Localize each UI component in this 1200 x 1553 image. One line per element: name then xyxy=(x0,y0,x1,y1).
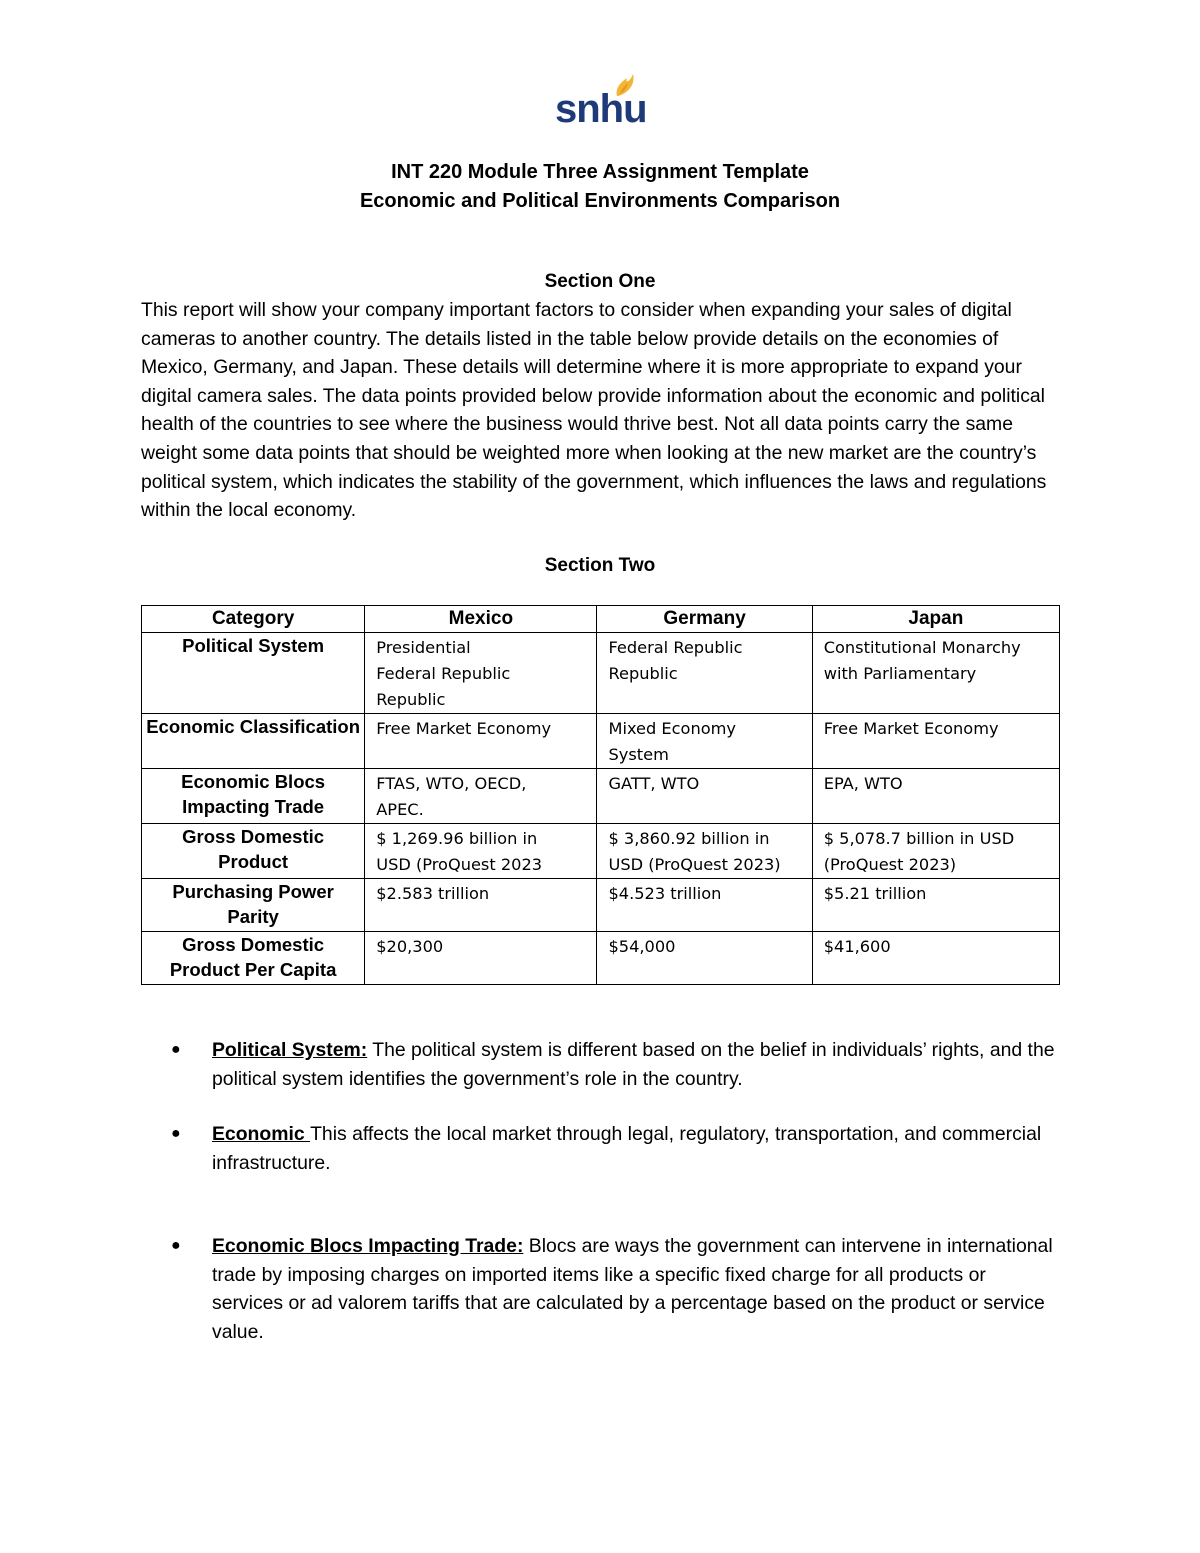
cell-line: $ 1,269.96 billion in xyxy=(376,829,538,848)
section-one-heading: Section One xyxy=(544,271,656,292)
table-row xyxy=(142,633,1060,714)
section-one-body: This report will show your company important factors to consider when expanding your sales of digital cameras to another country. The details listed in the table below provide details on the economies of Mexico, Germany, and Japan. These details will determine where it is more appropriate to expand your digital camera sales. The data points provided below provide information about the economic and political health of the countries to see where the business would thrive best. Not all data points carry the same weight some data points that should be weighted more when looking at the new market are the country’s political system, which indicates the stability of the government, which influences the laws and regulations within the local economy. xyxy=(141,299,1047,522)
cell-line: Free Market Economy xyxy=(376,719,552,738)
definition-description: The political system is different based on the belief in individuals’ rights, and the political system identifies the government’s role in the country. xyxy=(212,1039,1055,1090)
cell-line: with Parliamentary xyxy=(823,664,977,683)
snhu-logo xyxy=(555,72,647,134)
cell-line: $54,000 xyxy=(608,937,676,956)
cell-line: $4.523 trillion xyxy=(608,884,722,903)
definition-text xyxy=(212,1232,1062,1346)
cell-line: $41,600 xyxy=(823,937,891,956)
cell-line: System xyxy=(608,745,669,764)
table-row xyxy=(142,879,1060,932)
definition-description: Blocs are ways the government can intervene in international trade by imposing charges on imported items like a specific fixed charge for all products or services or ad valorem tariffs that are calculated by a percentage based on the product or service value. xyxy=(212,1235,1053,1343)
cell-line: Republic xyxy=(608,664,678,683)
cell-mexico xyxy=(365,824,597,879)
definition-term: Political System: xyxy=(212,1039,368,1061)
cell-mexico xyxy=(365,932,597,985)
row-category: Economic Classification xyxy=(142,714,365,769)
cell-line: $2.583 trillion xyxy=(376,884,490,903)
table-row xyxy=(142,932,1060,985)
cell-japan xyxy=(812,932,1059,985)
title-line-2: Economic and Political Environments Comparison xyxy=(359,190,841,212)
row-category: Purchasing Power Parity xyxy=(142,879,365,932)
header-category: Category xyxy=(142,606,365,633)
cell-japan xyxy=(812,769,1059,824)
title-line-1: INT 220 Module Three Assignment Template xyxy=(391,161,809,183)
cell-line: EPA, WTO xyxy=(823,774,903,793)
cell-line: Federal Republic xyxy=(608,638,743,657)
cell-line: USD (ProQuest 2023 xyxy=(376,855,543,874)
row-category: Economic Blocs Impacting Trade xyxy=(142,769,365,824)
cell-line: APEC. xyxy=(376,800,424,819)
cell-line: Federal Republic xyxy=(376,664,511,683)
comparison-table xyxy=(141,605,1060,985)
section-two-heading: Section Two xyxy=(544,555,656,576)
cell-mexico xyxy=(365,633,597,714)
cell-mexico xyxy=(365,714,597,769)
cell-germany xyxy=(597,932,812,985)
cell-line: Constitutional Monarchy xyxy=(823,638,1021,657)
logo-text: snhu xyxy=(555,87,647,131)
definition-description: This affects the local market through legal, regulatory, transportation, and commercial infrastructure. xyxy=(212,1123,1042,1174)
header-mexico: Mexico xyxy=(365,606,597,633)
definition-text xyxy=(212,1120,1062,1177)
cell-germany xyxy=(597,714,812,769)
cell-japan xyxy=(812,633,1059,714)
cell-germany xyxy=(597,769,812,824)
definition-term: Economic xyxy=(212,1123,311,1145)
cell-germany xyxy=(597,633,812,714)
cell-mexico xyxy=(365,769,597,824)
table-row xyxy=(142,769,1060,824)
row-category: Political System xyxy=(142,633,365,714)
cell-line: Republic xyxy=(376,690,446,709)
cell-germany xyxy=(597,879,812,932)
row-category: Gross Domestic Product xyxy=(142,824,365,879)
cell-line: Free Market Economy xyxy=(823,719,999,738)
bullet-icon: ● xyxy=(171,1125,181,1142)
cell-line: Mixed Economy xyxy=(608,719,736,738)
cell-japan xyxy=(812,714,1059,769)
cell-japan xyxy=(812,824,1059,879)
definition-term: Economic Blocs Impacting Trade: xyxy=(212,1235,524,1257)
table-row xyxy=(142,824,1060,879)
table-header-row xyxy=(142,606,1060,633)
cell-germany xyxy=(597,824,812,879)
cell-line: $ 3,860.92 billion in xyxy=(608,829,770,848)
bullet-icon: ● xyxy=(171,1041,181,1058)
definition-text xyxy=(212,1036,1062,1093)
header-germany: Germany xyxy=(597,606,812,633)
cell-line: GATT, WTO xyxy=(608,774,700,793)
cell-line: $ 5,078.7 billion in USD xyxy=(823,829,1015,848)
bullet-icon: ● xyxy=(171,1237,181,1254)
document-title xyxy=(0,158,1200,216)
cell-japan xyxy=(812,879,1059,932)
cell-line: (ProQuest 2023) xyxy=(823,855,957,874)
header-japan: Japan xyxy=(812,606,1059,633)
cell-line: Presidential xyxy=(376,638,471,657)
table-row xyxy=(142,714,1060,769)
cell-line: USD (ProQuest 2023) xyxy=(608,855,781,874)
cell-line: FTAS, WTO, OECD, xyxy=(376,774,527,793)
cell-mexico xyxy=(365,879,597,932)
cell-line: $20,300 xyxy=(376,937,444,956)
row-category: Gross Domestic Product Per Capita xyxy=(142,932,365,985)
cell-line: $5.21 trillion xyxy=(823,884,927,903)
